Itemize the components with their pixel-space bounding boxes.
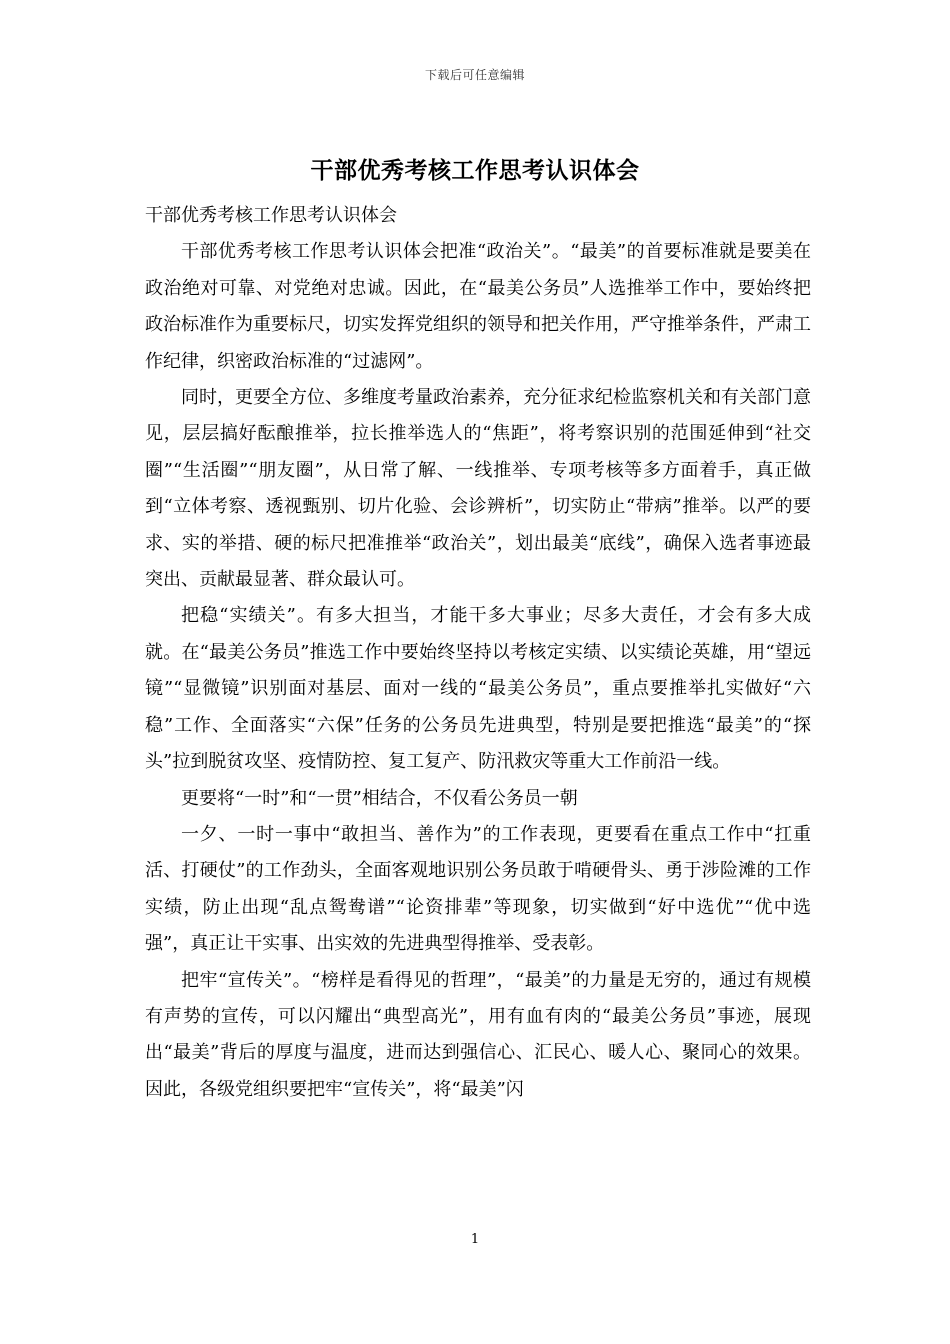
document-title: 干部优秀考核工作思考认识体会 [310,157,640,184]
body-paragraph: 干部优秀考核工作思考认识体会把准“政治关”。“最美”的首要标准就是要美在政治绝对可靠、对党绝对忠诚。因此，在“最美公务员”人选推举工作中，要始终把政治标准作为重要标尺，切实发挥党组织的领导和把关作用，严守推举条件，严肃工作纪律，织密政治标准的“过滤网”。 [145,241,811,372]
subtitle-paragraph: 干部优秀考核工作思考认识体会 [145,205,397,226]
document-body [145,198,811,1108]
page-number: 1 [470,1232,480,1247]
body-paragraph: 把牢“宣传关”。“榜样是看得见的哲理”，“最美”的力量是无穷的，通过有规模有声势的宣传，可以闪耀出“典型高光”，用有血有肉的“最美公务员”事迹，展现出“最美”背后的厚度与温度，进而达到强信心、汇民心、暖人心、聚同心的效果。因此，各级党组织要把牢“宣传关”，将“最美”闪 [145,969,811,1100]
body-paragraph: 更要将“一时”和“一贯”相结合，不仅看公务员一朝 [181,787,578,809]
body-paragraph: 一夕、一时一事中“敢担当、善作为”的工作表现，更要看在重点工作中“扛重活、打硬仗”的工作劲头，全面客观地识别公务员敢于啃硬骨头、勇于涉险滩的工作实绩，防止出现“乱点鸳鸯谱”“论资排辈”等现象，切实做到“好中选优”“优中选强”，真正让干实事、出实效的先进典型得推举、受表彰。 [145,823,811,955]
body-paragraph: 把稳“实绩关”。有多大担当，才能干多大事业；尽多大责任，才会有多大成就。在“最美公务员”推选工作中要始终坚持以考核定实绩、以实绩论英雄，用“望远镜”“显微镜”识别面对基层、面对一线的“最美公务员”，重点要推举扎实做好“六稳”工作、全面落实“六保”任务的公务员先进典型，特别是要把推选“最美”的“探头”拉到脱贫攻坚、疫情防控、复工复产、防汛救灾等重大工作前沿一线。 [145,605,811,773]
body-paragraph: 同时，更要全方位、多维度考量政治素养，充分征求纪检监察机关和有关部门意见，层层搞好酝酿推举，拉长推举选人的“焦距”，将考察识别的范围延伸到“社交圈”“生活圈”“朋友圈”，从日常了解、一线推举、专项考核等多方面着手，真正做到“立体考察、透视甄别、切片化验、会诊辨析”，切实防止“带病”推举。以严的要求、实的举措、硬的标尺把准推举“政治关”，划出最美“底线”，确保入选者事迹最突出、贡献最显著、群众最认可。 [145,387,811,591]
header-note: 下载后可任意编辑 [424,68,525,82]
